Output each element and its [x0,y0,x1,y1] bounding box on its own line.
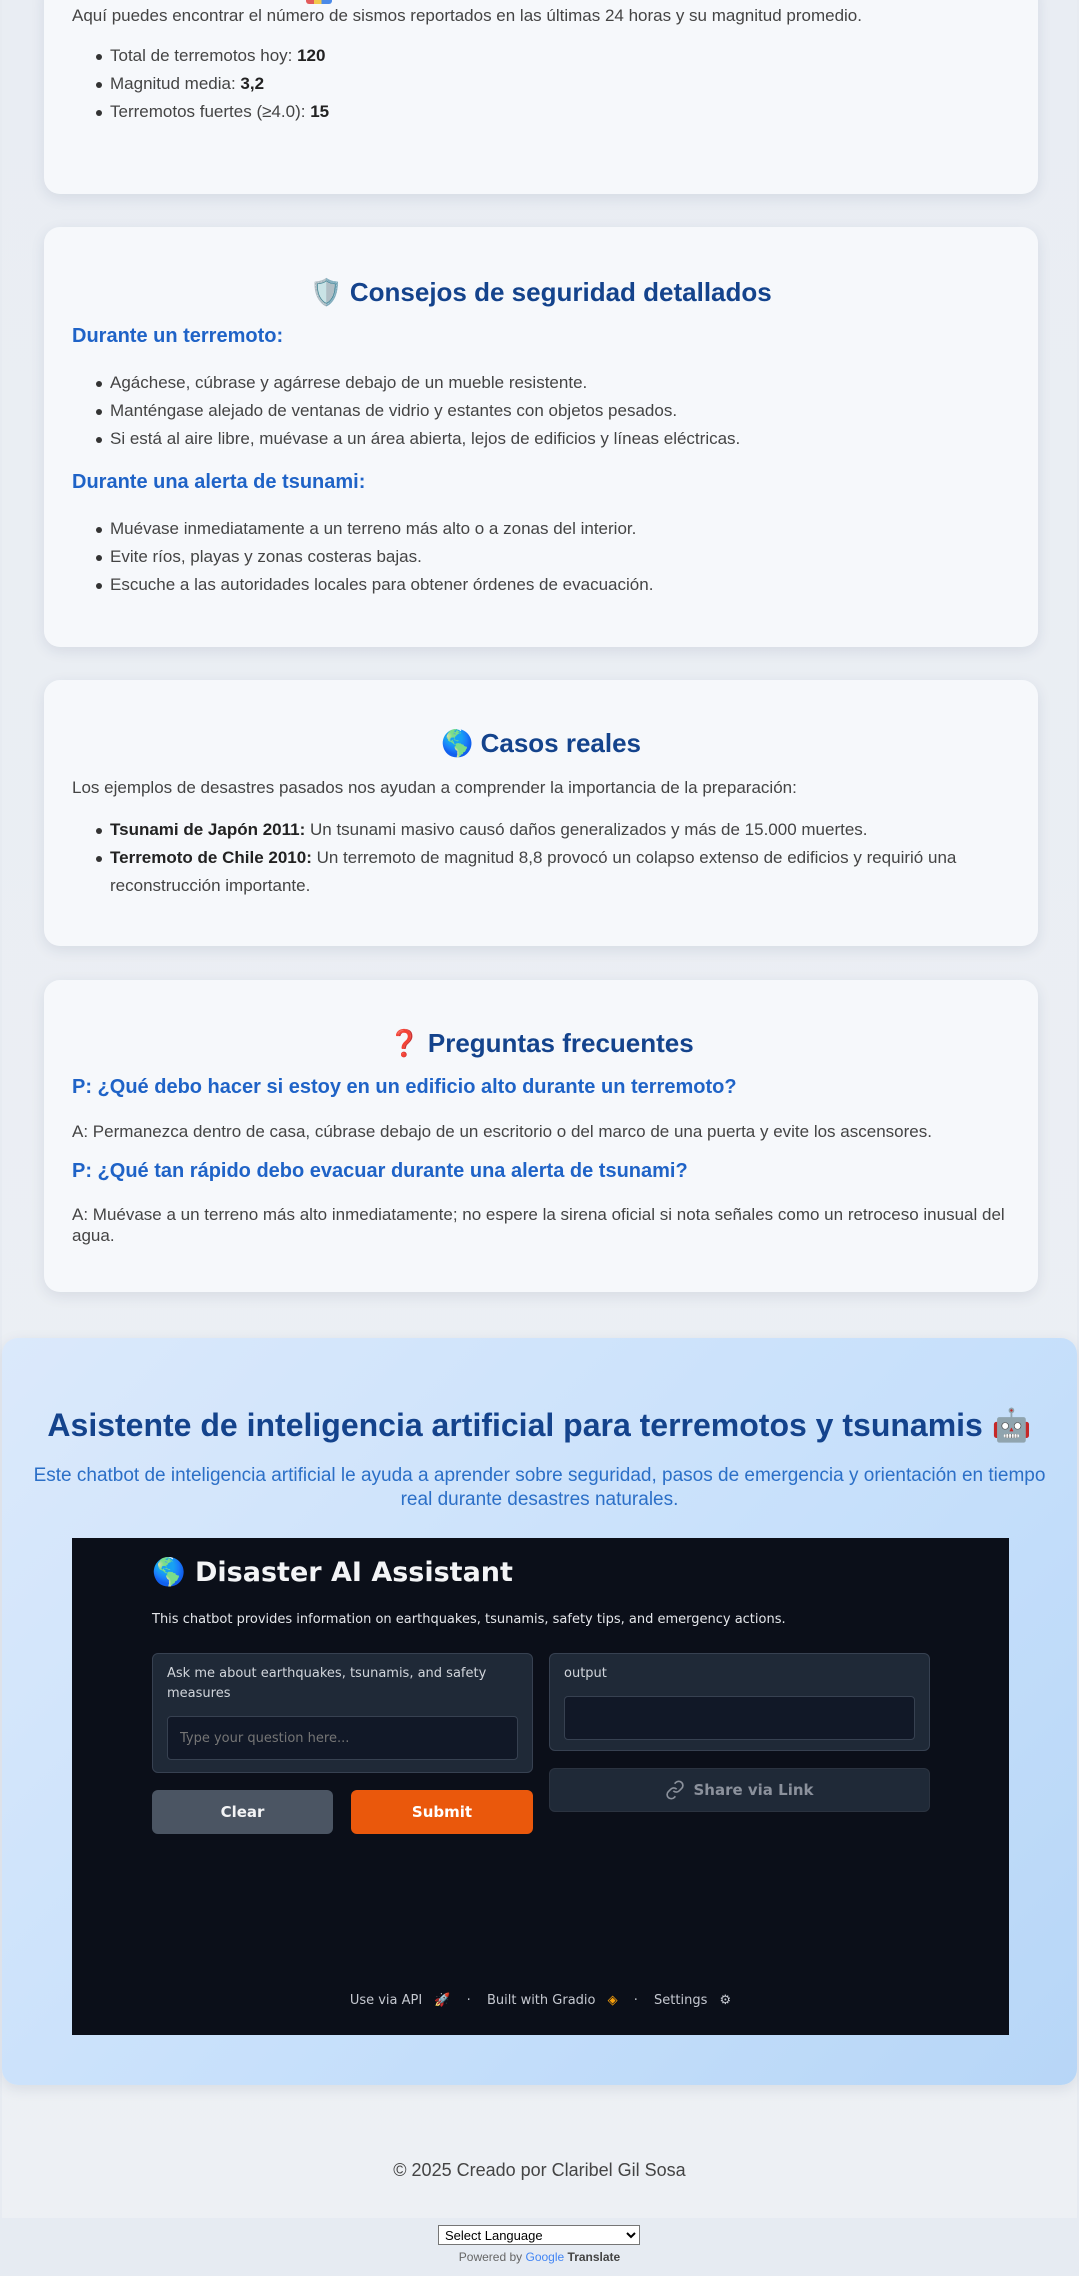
output-field[interactable] [564,1696,915,1740]
output-label: output [564,1666,607,1681]
cases-list [44,816,1070,900]
quake-stats-card [44,0,1038,194]
gradio-app [72,1538,1009,2035]
question-input[interactable] [167,1716,518,1760]
shield-icon: 🛡️ [310,277,343,307]
footer-credit: © 2025 Creado por Claribel Gil Sosa [393,2160,686,2180]
globe-icon: 🌎 [440,728,474,758]
use-api-link[interactable]: Use via API 🚀 [349,1993,451,2008]
faq-question: P: ¿Qué tan rápido debo evacuar durante una alerta de tsunami? [72,1160,688,1182]
stat-total: Total de terremotos hoy: 120 [110,42,329,70]
link-icon [665,1780,685,1800]
gradio-logo-icon: ◈ [607,1993,618,2008]
google-translate-bar [0,2218,1079,2276]
earthquake-tips-list [44,369,740,453]
stat-strong: Terremotos fuertes (≥4.0): 15 [110,98,329,126]
ai-section-subtitle: Este chatbot de inteligencia artificial le ayuda a aprender sobre seguridad, pasos de emergencia y orientación en tiempo real durante desastres naturales. [33,1465,1046,1510]
built-with-gradio-link[interactable]: Built with Gradio ◈ [486,1993,618,2008]
list-item: Evite ríos, playas y zonas costeras bajas. [110,543,653,571]
settings-link[interactable]: Settings ⚙ [654,1993,732,2008]
list-item: Manténgase alejado de ventanas de vidrio y estantes con objetos pesados. [110,397,740,425]
stat-magnitude: Magnitud media: 3,2 [110,70,329,98]
tsunami-tips-list [44,515,653,599]
faq-answer: A: Muévase a un terreno más alto inmediatamente; no espere la sirena oficial si nota señales como un retroceso inusual del agua. [72,1205,1005,1245]
earthquake-heading: Durante un terremoto: [72,325,284,347]
cases-title: 🌎 Casos reales [440,728,642,758]
translate-link[interactable]: Translate [567,2250,621,2264]
quake-intro: Aquí puedes encontrar el número de sismos reportados en las últimas 24 horas y su magnitud promedio. [72,6,862,25]
faq-card [44,980,1038,1292]
question-input-label: Ask me about earthquakes, tsunamis, and safety measures [167,1666,487,1701]
list-item: Escuche a las autoridades locales para obtener órdenes de evacuación. [110,571,653,599]
safety-title: 🛡️ Consejos de seguridad detallados [310,277,772,307]
faq-question: P: ¿Qué debo hacer si estoy en un edificio alto durante un terremoto? [72,1076,737,1098]
ai-assistant-section [2,1338,1077,2085]
gear-icon: ⚙ [719,1993,732,2008]
question-icon: ❓ [388,1028,421,1058]
google-logo: Google [525,2250,565,2264]
faq-title: ❓ Preguntas frecuentes [388,1028,694,1058]
gradio-footer: Use via API 🚀 · Built with Gradio ◈ · Settings ⚙ [72,1993,1009,2008]
clear-button[interactable]: Clear [152,1790,333,1834]
tsunami-heading: Durante una alerta de tsunami: [72,471,366,493]
case-item: Terremoto de Chile 2010: Un terremoto de magnitud 8,8 provocó un colapso extenso de edificios y requirió una reconstrucción importante. [110,844,1070,900]
list-item: Si está al aire libre, muévase a un área abierta, lejos de edificios y líneas eléctricas. [110,425,740,453]
real-cases-card [44,680,1038,946]
list-item: Muévase inmediatamente a un terreno más alto o a zonas del interior. [110,515,653,543]
gradio-title: 🌎 Disaster AI Assistant [152,1557,513,1588]
question-input-block [152,1653,533,1773]
cases-intro: Los ejemplos de desastres pasados nos ayudan a comprender la importancia de la preparación: [72,778,797,797]
quake-stats-list [44,42,329,126]
case-item: Tsunami de Japón 2011: Un tsunami masivo causó daños generalizados y más de 15.000 muertes. [110,816,1070,844]
output-block [549,1653,930,1751]
ai-section-title: Asistente de inteligencia artificial para terremotos y tsunamis 🤖 [47,1407,1032,1443]
safety-tips-card [44,227,1038,647]
gradio-description: This chatbot provides information on earthquakes, tsunamis, safety tips, and emergency actions. [152,1612,786,1627]
faq-answer: A: Permanezca dentro de casa, cúbrase debajo de un escritorio o del marco de una puerta y evite los ascensores. [72,1122,932,1141]
list-item: Agáchese, cúbrase y agárrese debajo de un mueble resistente. [110,369,740,397]
share-button[interactable]: Share via Link [549,1768,930,1812]
language-select[interactable] [438,2225,640,2245]
powered-by: Powered by Google Translate [458,2250,621,2264]
rocket-icon: 🚀 [434,1993,451,2008]
submit-button[interactable]: Submit [351,1790,533,1834]
